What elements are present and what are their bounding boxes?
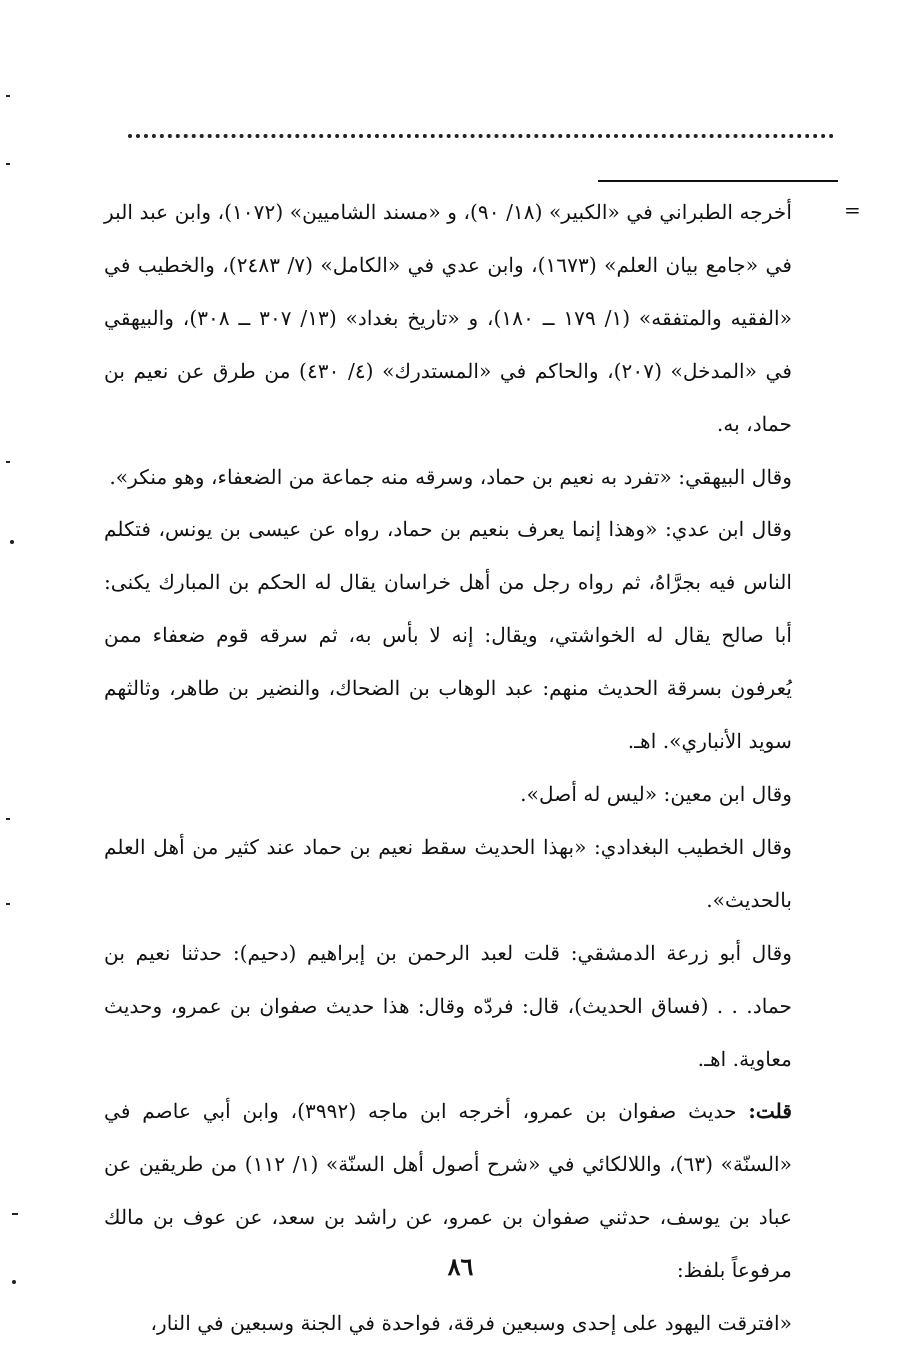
paragraph-text: وقال البيهقي: «تفرد به نعيم بن حماد، وسرقه منه جماعة من الضعفاء، وهو منكر». (109, 464, 792, 489)
paragraph-label: قلت: (748, 1099, 792, 1124)
footnote-text (104, 186, 792, 1350)
footnote-rule (598, 180, 838, 182)
scan-margin-mark (6, 95, 10, 97)
paragraph-text: وقال ابن معين: «ليس له أصل». (520, 781, 792, 806)
dotted-separator (128, 134, 834, 138)
scan-margin-mark (6, 818, 10, 820)
scan-margin-mark (6, 461, 10, 463)
paragraph-hadith-quote (104, 1297, 792, 1350)
scan-margin-mark (6, 903, 10, 905)
continuation-mark: = (844, 198, 861, 222)
paragraph-text: وقال أبو زرعة الدمشقي: قلت لعبد الرحمن بن إبراهيم (دحيم): حدثنا نعيم بن حماد. . . (فساق الحديث)، قال: فردّه وقال: هذا حديث صفوان بن عمرو، وحديث معاوية. اهـ. (104, 940, 792, 1071)
scan-margin-mark (12, 1280, 16, 1284)
paragraph-khatib (104, 821, 792, 927)
page-number: ٨٦ (447, 1252, 474, 1281)
scan-margin-mark (10, 540, 14, 544)
scan-margin-mark (12, 1213, 18, 1215)
paragraph-text: حديث صفوان بن عمرو، أخرجه ابن ماجه (٣٩٩٢)، وابن أبي عاصم في «السنّة» (٦٣)، واللالكائي في «شرح أصول أهل السنّة» (١/ ١١٢) من طريقين عن عباد بن يوسف، حدثني صفوان بن عمرو، عن راشد بن سعد، عن عوف بن مالك مرفوعاً بلفظ: (104, 1099, 793, 1283)
paragraph-text: «افترقت اليهود على إحدى وسبعين فرقة، فواحدة في الجنة وسبعين في النار، (150, 1311, 792, 1336)
paragraph-sources (104, 186, 792, 451)
paragraph-text: وقال الخطيب البغدادي: «بهذا الحديث سقط نعيم بن حماد عند كثير من أهل العلم بالحديث». (104, 834, 792, 912)
paragraph-text: وقال ابن عدي: «وهذا إنما يعرف بنعيم بن حماد، رواه عن عيسى بن يونس، فتكلم الناس فيه بجرَّاهُ، ثم رواه رجل من أهل خراسان يقال له الحكم بن المبارك يكنى: أبا صالح يقال له الخواشتي، ويقال: إنه لا بأس به، ثم سرقه قوم ضعفاء ممن يُعرفون بسرقة الحديث منهم: عبد الوهاب بن الضحاك، والنضير بن طاهر، وثالثهم سويد الأنباري». اهـ. (104, 517, 792, 754)
paragraph-ibn-maeen (104, 768, 792, 821)
paragraph-text: أخرجه الطبراني في «الكبير» (١٨/ ٩٠)، و «مسند الشاميين» (١٠٧٢)، وابن عبد البر في «جامع بيان العلم» (١٦٧٣)، وابن عدي في «الكامل» (٧/ ٢٤٨٣)، والخطيب في «الفقيه والمتفقه» (١/ ١٧٩ ــ ١٨٠)، و «تاريخ بغداد» (١٣/ ٣٠٧ ــ ٣٠٨)، والبيهقي في «المدخل» (٢٠٧)، والحاكم في «المستدرك» (٤/ ٤٣٠) من طرق عن نعيم بن حماد، به. (104, 200, 793, 436)
scan-margin-mark (6, 163, 10, 165)
paragraph-bayhaqi (104, 451, 792, 504)
paragraph-abu-zura (104, 927, 792, 1086)
paragraph-ibn-adi (104, 503, 792, 768)
